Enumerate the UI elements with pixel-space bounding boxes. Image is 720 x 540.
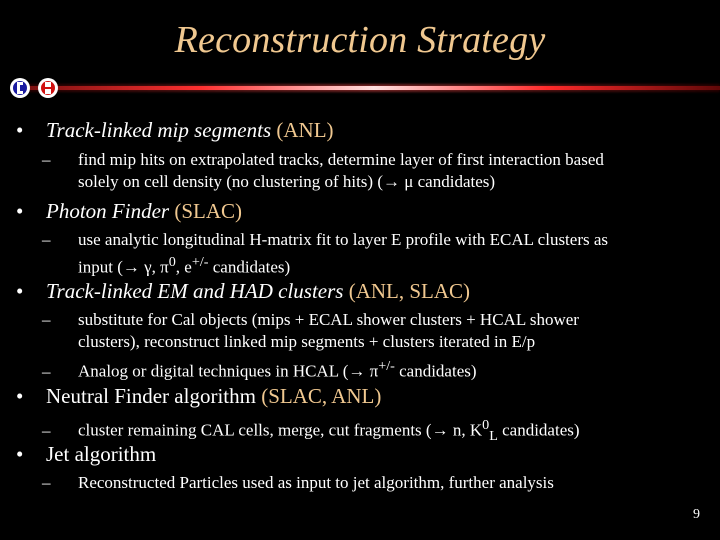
text-segment: input ( [78, 257, 123, 277]
text-segment: candidates) [497, 420, 580, 440]
superscript: 0 [482, 417, 490, 433]
bullet-label: Jet algorithm [46, 442, 157, 466]
sub-bullet-item [42, 355, 477, 383]
text-segment: candidates) [394, 361, 477, 381]
bullet-item [16, 279, 470, 304]
symbol-segment: → π [348, 361, 379, 381]
sub-bullet-line: find mip hits on extrapolated tracks, determine layer of first interaction based [78, 150, 604, 169]
text-segment: candidates) [208, 257, 291, 277]
symbol-segment: → n, K [431, 420, 483, 440]
dash-icon: – [42, 361, 51, 381]
bullet-item [16, 442, 156, 467]
superscript: +/- [191, 254, 209, 270]
dash-icon: – [42, 150, 51, 169]
dash-icon: – [42, 230, 51, 249]
bullet-label: Neutral Finder algorithm [46, 384, 256, 408]
sub-bullet-item [42, 229, 608, 279]
bullet-org: (ANL) [276, 118, 334, 142]
sub-bullet-continuation: clusters), reconstruct linked mip segments + clusters iterated in E/p [78, 332, 536, 351]
bullet-icon: • [16, 442, 24, 466]
bullet-label: Photon Finder [46, 199, 170, 223]
bullet-icon: • [16, 199, 24, 223]
dash-icon: – [42, 473, 51, 492]
text-segment: cluster remaining CAL cells, merge, cut fragments ( [78, 420, 432, 440]
bullet-label: Track-linked EM and HAD clusters [46, 279, 344, 303]
sub-bullet-line: use analytic longitudinal H-matrix fit to layer E profile with ECAL clusters as [78, 230, 609, 249]
bullet-org: (ANL, SLAC) [348, 279, 471, 303]
dash-icon: – [42, 310, 51, 329]
bullet-icon: • [16, 279, 24, 303]
subscript: L [489, 428, 498, 445]
text-segment: candidates) [413, 172, 496, 191]
superscript: +/- [378, 358, 395, 374]
sub-bullet-continuation [42, 251, 608, 279]
bullet-item [16, 199, 242, 224]
sub-bullet-item [42, 472, 554, 494]
sub-bullet-line: Reconstructed Particles used as input to jet algorithm, further analysis [78, 473, 554, 492]
superscript: 0 [168, 254, 176, 270]
text-segment: , e [175, 257, 192, 277]
sub-bullet-item [42, 149, 604, 193]
symbol-segment: → γ, π [122, 257, 169, 277]
text-segment: solely on cell density (no clustering of hits) ( [78, 172, 383, 191]
text-segment: Analog or digital techniques in HCAL ( [78, 361, 349, 381]
sub-bullet-item [42, 309, 579, 353]
bullet-item [16, 118, 334, 143]
bullet-item [16, 384, 381, 409]
bullet-icon: • [16, 384, 24, 408]
dash-icon: – [42, 420, 51, 440]
bullet-org: (SLAC, ANL) [261, 384, 382, 408]
bullet-icon: • [16, 118, 24, 142]
bullet-label: Track-linked mip segments [46, 118, 272, 142]
sub-bullet-continuation [42, 171, 604, 193]
symbol-segment: → μ [383, 172, 414, 191]
page-number: 9 [693, 507, 700, 522]
bullet-org: (SLAC) [174, 199, 242, 223]
sub-bullet-line: substitute for Cal objects (mips + ECAL shower clusters + HCAL shower [78, 310, 579, 329]
slide-title: Reconstruction Strategy [174, 19, 546, 61]
